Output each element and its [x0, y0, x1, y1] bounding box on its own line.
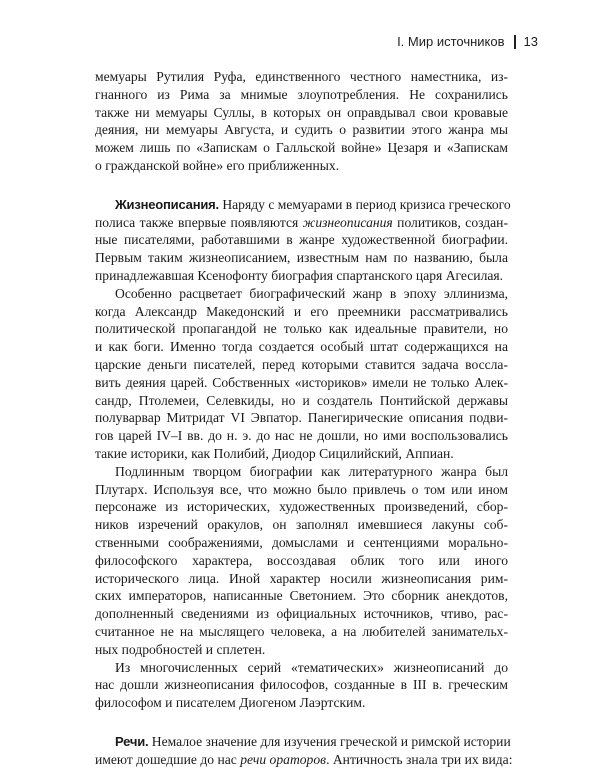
section-heading-speeches: Речи. [115, 733, 149, 749]
text-line: Первым таким жизнеописанием, известным нам по названию, была [95, 250, 508, 266]
paragraph-speeches [95, 733, 513, 768]
body-text [95, 68, 513, 768]
text-line: имеют дошедшие до нас речи ораторов. Античность знала три их вида: [95, 751, 513, 767]
paragraph-thematic [95, 659, 508, 712]
text-line: Речи. Немалое значение для изучения греческой и римской истории [115, 733, 511, 749]
italic-term: жизнеописания [302, 214, 393, 230]
paragraph-plutarch [95, 463, 508, 659]
text-line: политической пропагандой не только как идеальные правители, но [95, 321, 508, 337]
text-line: также ни мемуары Суллы, в которых он оправдывал свои кровавые [95, 104, 508, 120]
text-line: ских императоров, написанные Светонием. Это сборник анекдотов, [95, 588, 508, 604]
text-line: ных подробностей и сплетен. [95, 641, 266, 657]
text-line: вить деяния царей. Собственных «историков» имели не только Алек- [95, 374, 508, 390]
text-line: когда Александр Македонский и его преемники рассматривались [95, 303, 508, 319]
text-line: дополненный сведениями из официальных источников, чтиво, рас- [95, 606, 508, 622]
text-line: принадлежавшая Ксенофонту биография спартанского царя Агесилая. [95, 267, 504, 283]
header-divider [514, 35, 516, 49]
text-line: философом и писателем Диогеном Лаэртским. [95, 695, 366, 711]
text-line: полиса также впервые появляются жизнеописания политиков, создан- [95, 214, 508, 230]
page-number: 13 [523, 34, 538, 49]
paragraph-hellenism [95, 285, 508, 463]
text-line: персонаже из исторических, художественных произведений, сбор- [95, 499, 508, 515]
text-line: ные писателями, работавшими в жанре художественной биографии. [95, 232, 508, 248]
text-line: сандр, Птолемеи, Селевкиды, но и создатель Понтийской державы [95, 392, 508, 408]
text-line: ственными соображениями, домыслами и сентенциями морально- [95, 534, 508, 550]
text-line: царские деньги писателей, перед которыми ставится задача воссла- [95, 356, 508, 372]
italic-term: речи ораторов [240, 751, 327, 767]
text-line: философского характера, воссоздавая облик того или иного [95, 552, 508, 568]
text-line: нас дошли жизнеописания философов, созданные в III в. греческим [95, 677, 508, 693]
text-line: Из многочисленных серий «тематических» жизнеописаний до [115, 659, 508, 675]
text-line: деяния, ни мемуары Августа, и судить о развитии этого жанра мы [95, 122, 508, 138]
text-line: исторического лица. Иной характер носили жизнеописания рим- [95, 570, 508, 586]
text-line: такие историки, как Полибий, Диодор Сицилийский, Аппиан. [95, 445, 454, 461]
text-line: гнанного из Рима за мнимые злоупотребления. Не сохранились [95, 86, 508, 102]
text-line: ников изречений оракулов, он заполнял имевшиеся лакуны соб- [95, 517, 508, 533]
section-heading-biographies: Жизнеописания. [115, 196, 219, 212]
text-line: гов царей IV–I вв. до н. э. до нас не дошли, но ими воспользовались [95, 428, 508, 444]
text-line: Жизнеописания. Наряду с мемуарами в период кризиса греческого [115, 196, 511, 212]
paragraph-memoirs [95, 68, 508, 175]
text-line: Подлинным творцом биографии как литературного жанра был [115, 463, 508, 479]
text-line: о гражданской войне» его приближенных. [95, 157, 340, 173]
text-line: Особенно расцветает биографический жанр в эпоху эллинизма, [115, 285, 508, 301]
paragraph-biographies [95, 196, 511, 285]
text-line: полуварвар Митридат VI Эвпатор. Панегирические описания подви- [95, 410, 508, 426]
text-line: и как боги. Именно тогда создается особый штат содержащихся на [95, 339, 508, 355]
text-line: мемуары Рутилия Руфа, единственного честного наместника, из- [95, 69, 508, 84]
text-line: можем лишь по «Запискам о Галльской войне» Цезаря и «Запискам [95, 140, 508, 156]
text-line: Плутарх. Используя все, что можно было привлечь о том или ином [95, 481, 508, 497]
chapter-title: I. Мир источников [397, 34, 505, 49]
running-head [397, 34, 538, 49]
text-line: считанное не на мыслящего человека, а на любителей занимательх- [95, 623, 508, 639]
